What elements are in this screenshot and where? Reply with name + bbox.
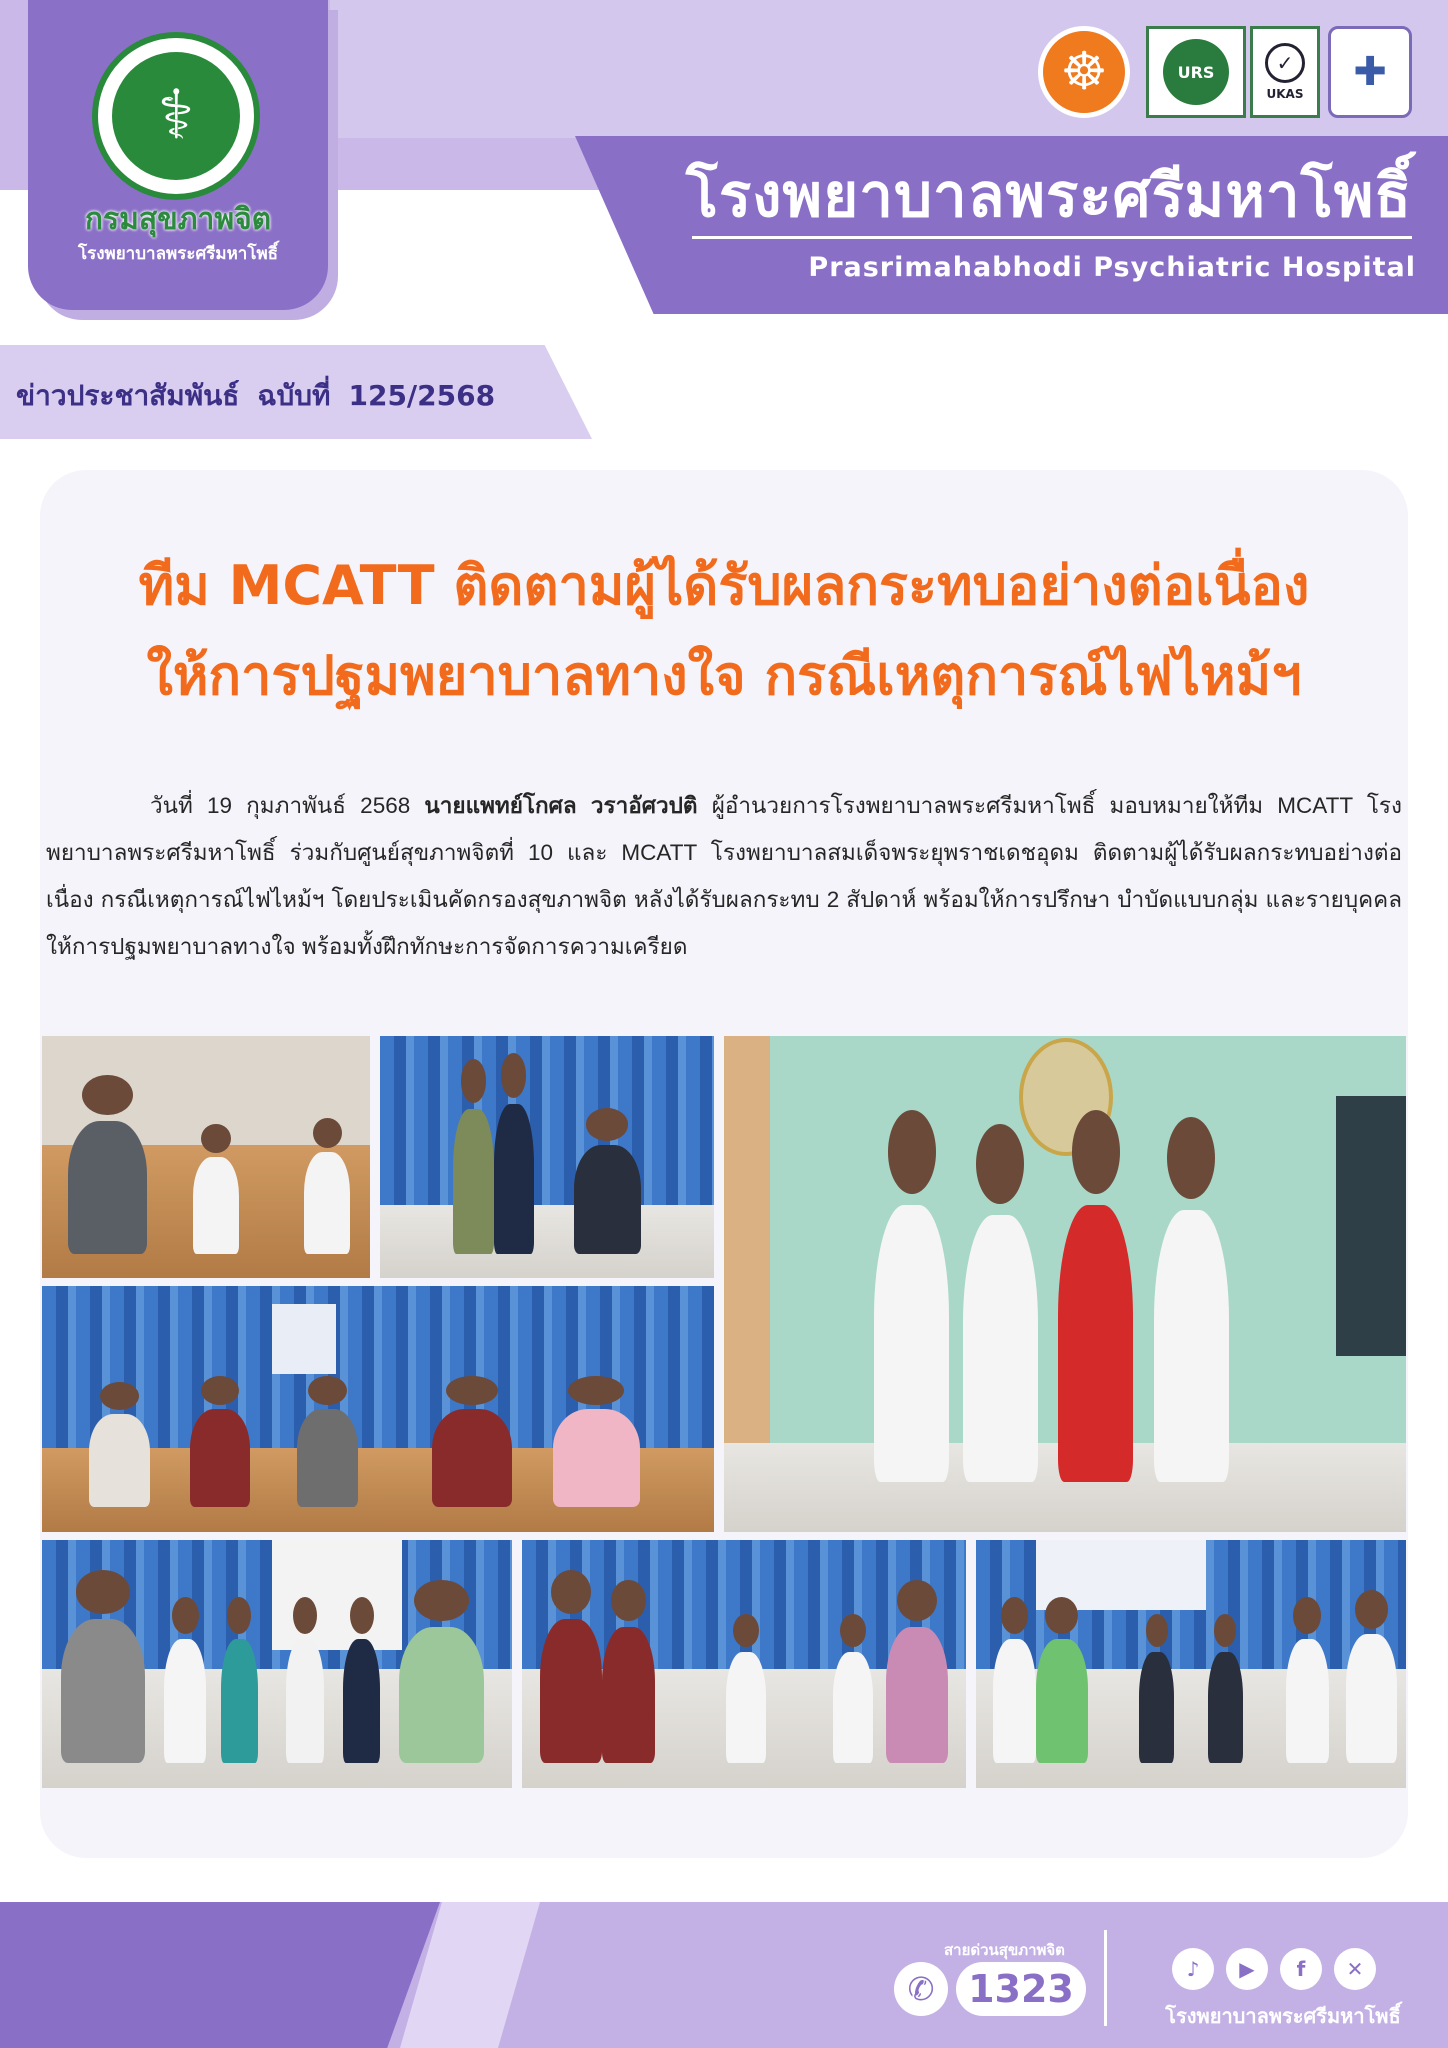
photo-counseling-circle-1 <box>42 1540 512 1788</box>
body-director-name: นายแพทย์โกศล วราอัศวปติ <box>424 793 698 818</box>
photo-counseling-circle-2 <box>522 1540 966 1788</box>
tiktok-icon[interactable]: ♪ <box>1172 1948 1214 1990</box>
healthcare-accreditation-icon: ✚ <box>1328 26 1412 118</box>
urs-iso-icon: URS <box>1146 26 1246 118</box>
x-icon[interactable]: ✕ <box>1334 1948 1376 1990</box>
youtube-icon[interactable]: ▶ <box>1226 1948 1268 1990</box>
photo-group-assessment <box>42 1286 714 1532</box>
hospital-name-thai: โรงพยาบาลพระศรีมหาโพธิ์ <box>685 161 1412 231</box>
news-body <box>46 782 1402 970</box>
issue-label <box>16 374 513 418</box>
photo-team-group <box>724 1036 1406 1532</box>
hospital-name-english: Prasrimahabhodi Psychiatric Hospital <box>808 252 1416 283</box>
hospital-name-divider <box>692 236 1412 239</box>
photo-meeting-room <box>42 1036 370 1278</box>
department-name: กรมสุขภาพจิต <box>84 202 272 237</box>
department-subtitle: โรงพยาบาลพระศรีมหาโพธิ์ <box>77 244 279 264</box>
issue-type: ข่าวประชาสัมพันธ์ <box>16 379 240 412</box>
body-date: วันที่ 19 กุมภาพันธ์ 2568 <box>150 793 425 818</box>
issue-number-label: ฉบับที่ <box>257 379 331 412</box>
photo-counseling-circle-3 <box>976 1540 1406 1788</box>
footer-hospital-name: โรงพยาบาลพระศรีมหาโพธิ์ <box>1165 2004 1401 2028</box>
headline-line-1: ทีม MCATT ติดตามผู้ได้รับผลกระทบอย่างต่อเนื่อง <box>138 554 1310 617</box>
issue-number: 125/2568 <box>348 379 496 412</box>
facebook-icon[interactable]: f <box>1280 1948 1322 1990</box>
dharma-wheel-icon: ☸ <box>1038 26 1130 118</box>
headline-line-2: ให้การปฐมพยาบาลทางใจ กรณีเหตุการณ์ไฟไหม้ฯ <box>146 644 1302 707</box>
hotline-caption: สายด่วนสุขภาพจิต <box>944 1941 1065 1959</box>
phone-icon: ✆ <box>894 1962 948 2016</box>
hotline-number[interactable]: 1323 <box>956 1962 1086 2016</box>
ministry-seal-icon: ⚕ <box>92 32 260 200</box>
photo-hug <box>380 1036 714 1278</box>
footer-divider <box>1104 1930 1107 2026</box>
body-content: ผู้อำนวยการโรงพยาบาลพระศรีมหาโพธิ์ มอบหมายให้ทีม MCATT โรงพยาบาลพระศรีมหาโพธิ์ ร่วมกับศูนย์สุขภาพจิตที่ 10 และ MCATT โรงพยาบาลสมเด็จพระยุพราชเดชอุดม ติดตามผู้ได้รับผลกระทบอย่างต่อเนื่อง กรณีเหตุการณ์ไฟไหม้ฯ โดยประเมินคัดกรองสุขภาพจิต หลังได้รับผลกระทบ 2 สัปดาห์ พร้อมให้การปรึกษา บำบัดแบบกลุ่ม และรายบุคคล ให้การปฐมพยาบาลทางใจ พร้อมทั้งฝึกทักษะการจัดการความเครียด <box>46 793 1402 959</box>
ukas-icon: ✓ UKAS <box>1250 26 1320 118</box>
footer-accent-dark <box>0 1902 440 2048</box>
